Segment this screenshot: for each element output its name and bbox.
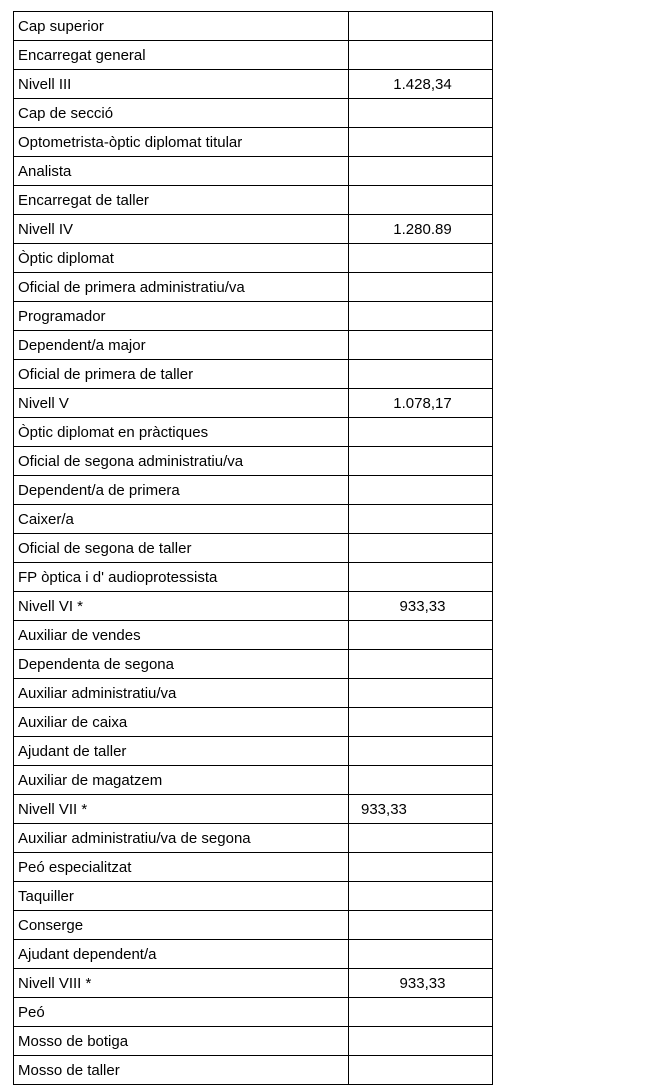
category-cell: Auxiliar administratiu/va de segona	[14, 824, 349, 853]
amount-cell	[349, 650, 493, 679]
amount-cell	[349, 621, 493, 650]
table-row	[14, 389, 493, 418]
table-row	[14, 592, 493, 621]
table-row	[14, 41, 493, 70]
category-cell: Nivell VI *	[14, 592, 349, 621]
table-row	[14, 1027, 493, 1056]
category-cell: Auxiliar de caixa	[14, 708, 349, 737]
amount-cell	[349, 99, 493, 128]
table-row	[14, 882, 493, 911]
amount-cell	[349, 244, 493, 273]
table-row	[14, 679, 493, 708]
amount-cell	[349, 534, 493, 563]
table-row	[14, 215, 493, 244]
category-cell: Òptic diplomat en pràctiques	[14, 418, 349, 447]
amount-cell	[349, 882, 493, 911]
table-row	[14, 911, 493, 940]
category-cell: Ajudant dependent/a	[14, 940, 349, 969]
amount-cell	[349, 418, 493, 447]
category-cell: Cap superior	[14, 12, 349, 41]
amount-cell	[349, 766, 493, 795]
amount-cell	[349, 708, 493, 737]
table-row	[14, 766, 493, 795]
amount-cell	[349, 998, 493, 1027]
table-row	[14, 418, 493, 447]
table-row	[14, 128, 493, 157]
table-row	[14, 331, 493, 360]
amount-cell	[349, 737, 493, 766]
table-row	[14, 12, 493, 41]
category-cell: Conserge	[14, 911, 349, 940]
table-row	[14, 650, 493, 679]
category-cell: Oficial de primera de taller	[14, 360, 349, 389]
category-cell: Caixer/a	[14, 505, 349, 534]
amount-cell: 1.280.89	[349, 215, 493, 244]
amount-cell: 933,33	[349, 969, 493, 998]
table-row	[14, 621, 493, 650]
table-row	[14, 186, 493, 215]
category-cell: Oficial de segona de taller	[14, 534, 349, 563]
amount-cell: 933,33	[349, 795, 493, 824]
category-cell: Cap de secció	[14, 99, 349, 128]
table-row	[14, 1056, 493, 1085]
category-cell: Òptic diplomat	[14, 244, 349, 273]
category-cell: Taquiller	[14, 882, 349, 911]
amount-cell	[349, 563, 493, 592]
amount-cell	[349, 186, 493, 215]
table-row	[14, 824, 493, 853]
amount-cell	[349, 476, 493, 505]
salary-table	[13, 11, 493, 1085]
amount-cell	[349, 940, 493, 969]
category-cell: Encarregat general	[14, 41, 349, 70]
amount-cell	[349, 302, 493, 331]
table-row	[14, 708, 493, 737]
category-cell: Mosso de taller	[14, 1056, 349, 1085]
amount-cell	[349, 157, 493, 186]
table-row	[14, 99, 493, 128]
table-row	[14, 737, 493, 766]
category-cell: Nivell VII *	[14, 795, 349, 824]
amount-cell	[349, 679, 493, 708]
category-cell: Peó especialitzat	[14, 853, 349, 882]
category-cell: FP òptica i d' audioprotessista	[14, 563, 349, 592]
amount-cell	[349, 128, 493, 157]
category-cell: Nivell V	[14, 389, 349, 418]
table-row	[14, 795, 493, 824]
amount-cell	[349, 824, 493, 853]
amount-cell	[349, 41, 493, 70]
category-cell: Auxiliar de magatzem	[14, 766, 349, 795]
category-cell: Dependent/a major	[14, 331, 349, 360]
category-cell: Auxiliar de vendes	[14, 621, 349, 650]
category-cell: Encarregat de taller	[14, 186, 349, 215]
category-cell: Optometrista-òptic diplomat titular	[14, 128, 349, 157]
category-cell: Auxiliar administratiu/va	[14, 679, 349, 708]
table-body	[14, 12, 493, 1085]
table-row	[14, 998, 493, 1027]
category-cell: Peó	[14, 998, 349, 1027]
amount-cell	[349, 12, 493, 41]
table-row	[14, 563, 493, 592]
category-cell: Nivell VIII *	[14, 969, 349, 998]
amount-cell	[349, 505, 493, 534]
table-row	[14, 447, 493, 476]
table-row	[14, 360, 493, 389]
amount-cell	[349, 447, 493, 476]
table-row	[14, 70, 493, 99]
amount-cell	[349, 360, 493, 389]
table-row	[14, 969, 493, 998]
amount-cell	[349, 853, 493, 882]
category-cell: Oficial de segona administratiu/va	[14, 447, 349, 476]
category-cell: Dependenta de segona	[14, 650, 349, 679]
category-cell: Oficial de primera administratiu/va	[14, 273, 349, 302]
table-row	[14, 476, 493, 505]
table-row	[14, 157, 493, 186]
category-cell: Analista	[14, 157, 349, 186]
amount-cell: 933,33	[349, 592, 493, 621]
table-row	[14, 940, 493, 969]
amount-cell	[349, 1056, 493, 1085]
table-row	[14, 302, 493, 331]
amount-cell	[349, 331, 493, 360]
table-row	[14, 853, 493, 882]
amount-cell: 1.428,34	[349, 70, 493, 99]
amount-cell: 1.078,17	[349, 389, 493, 418]
category-cell: Dependent/a de primera	[14, 476, 349, 505]
category-cell: Nivell IV	[14, 215, 349, 244]
category-cell: Mosso de botiga	[14, 1027, 349, 1056]
amount-cell	[349, 911, 493, 940]
table-row	[14, 273, 493, 302]
category-cell: Ajudant de taller	[14, 737, 349, 766]
category-cell: Programador	[14, 302, 349, 331]
amount-cell	[349, 1027, 493, 1056]
table-row	[14, 534, 493, 563]
table-row	[14, 244, 493, 273]
category-cell: Nivell III	[14, 70, 349, 99]
table-row	[14, 505, 493, 534]
amount-cell	[349, 273, 493, 302]
